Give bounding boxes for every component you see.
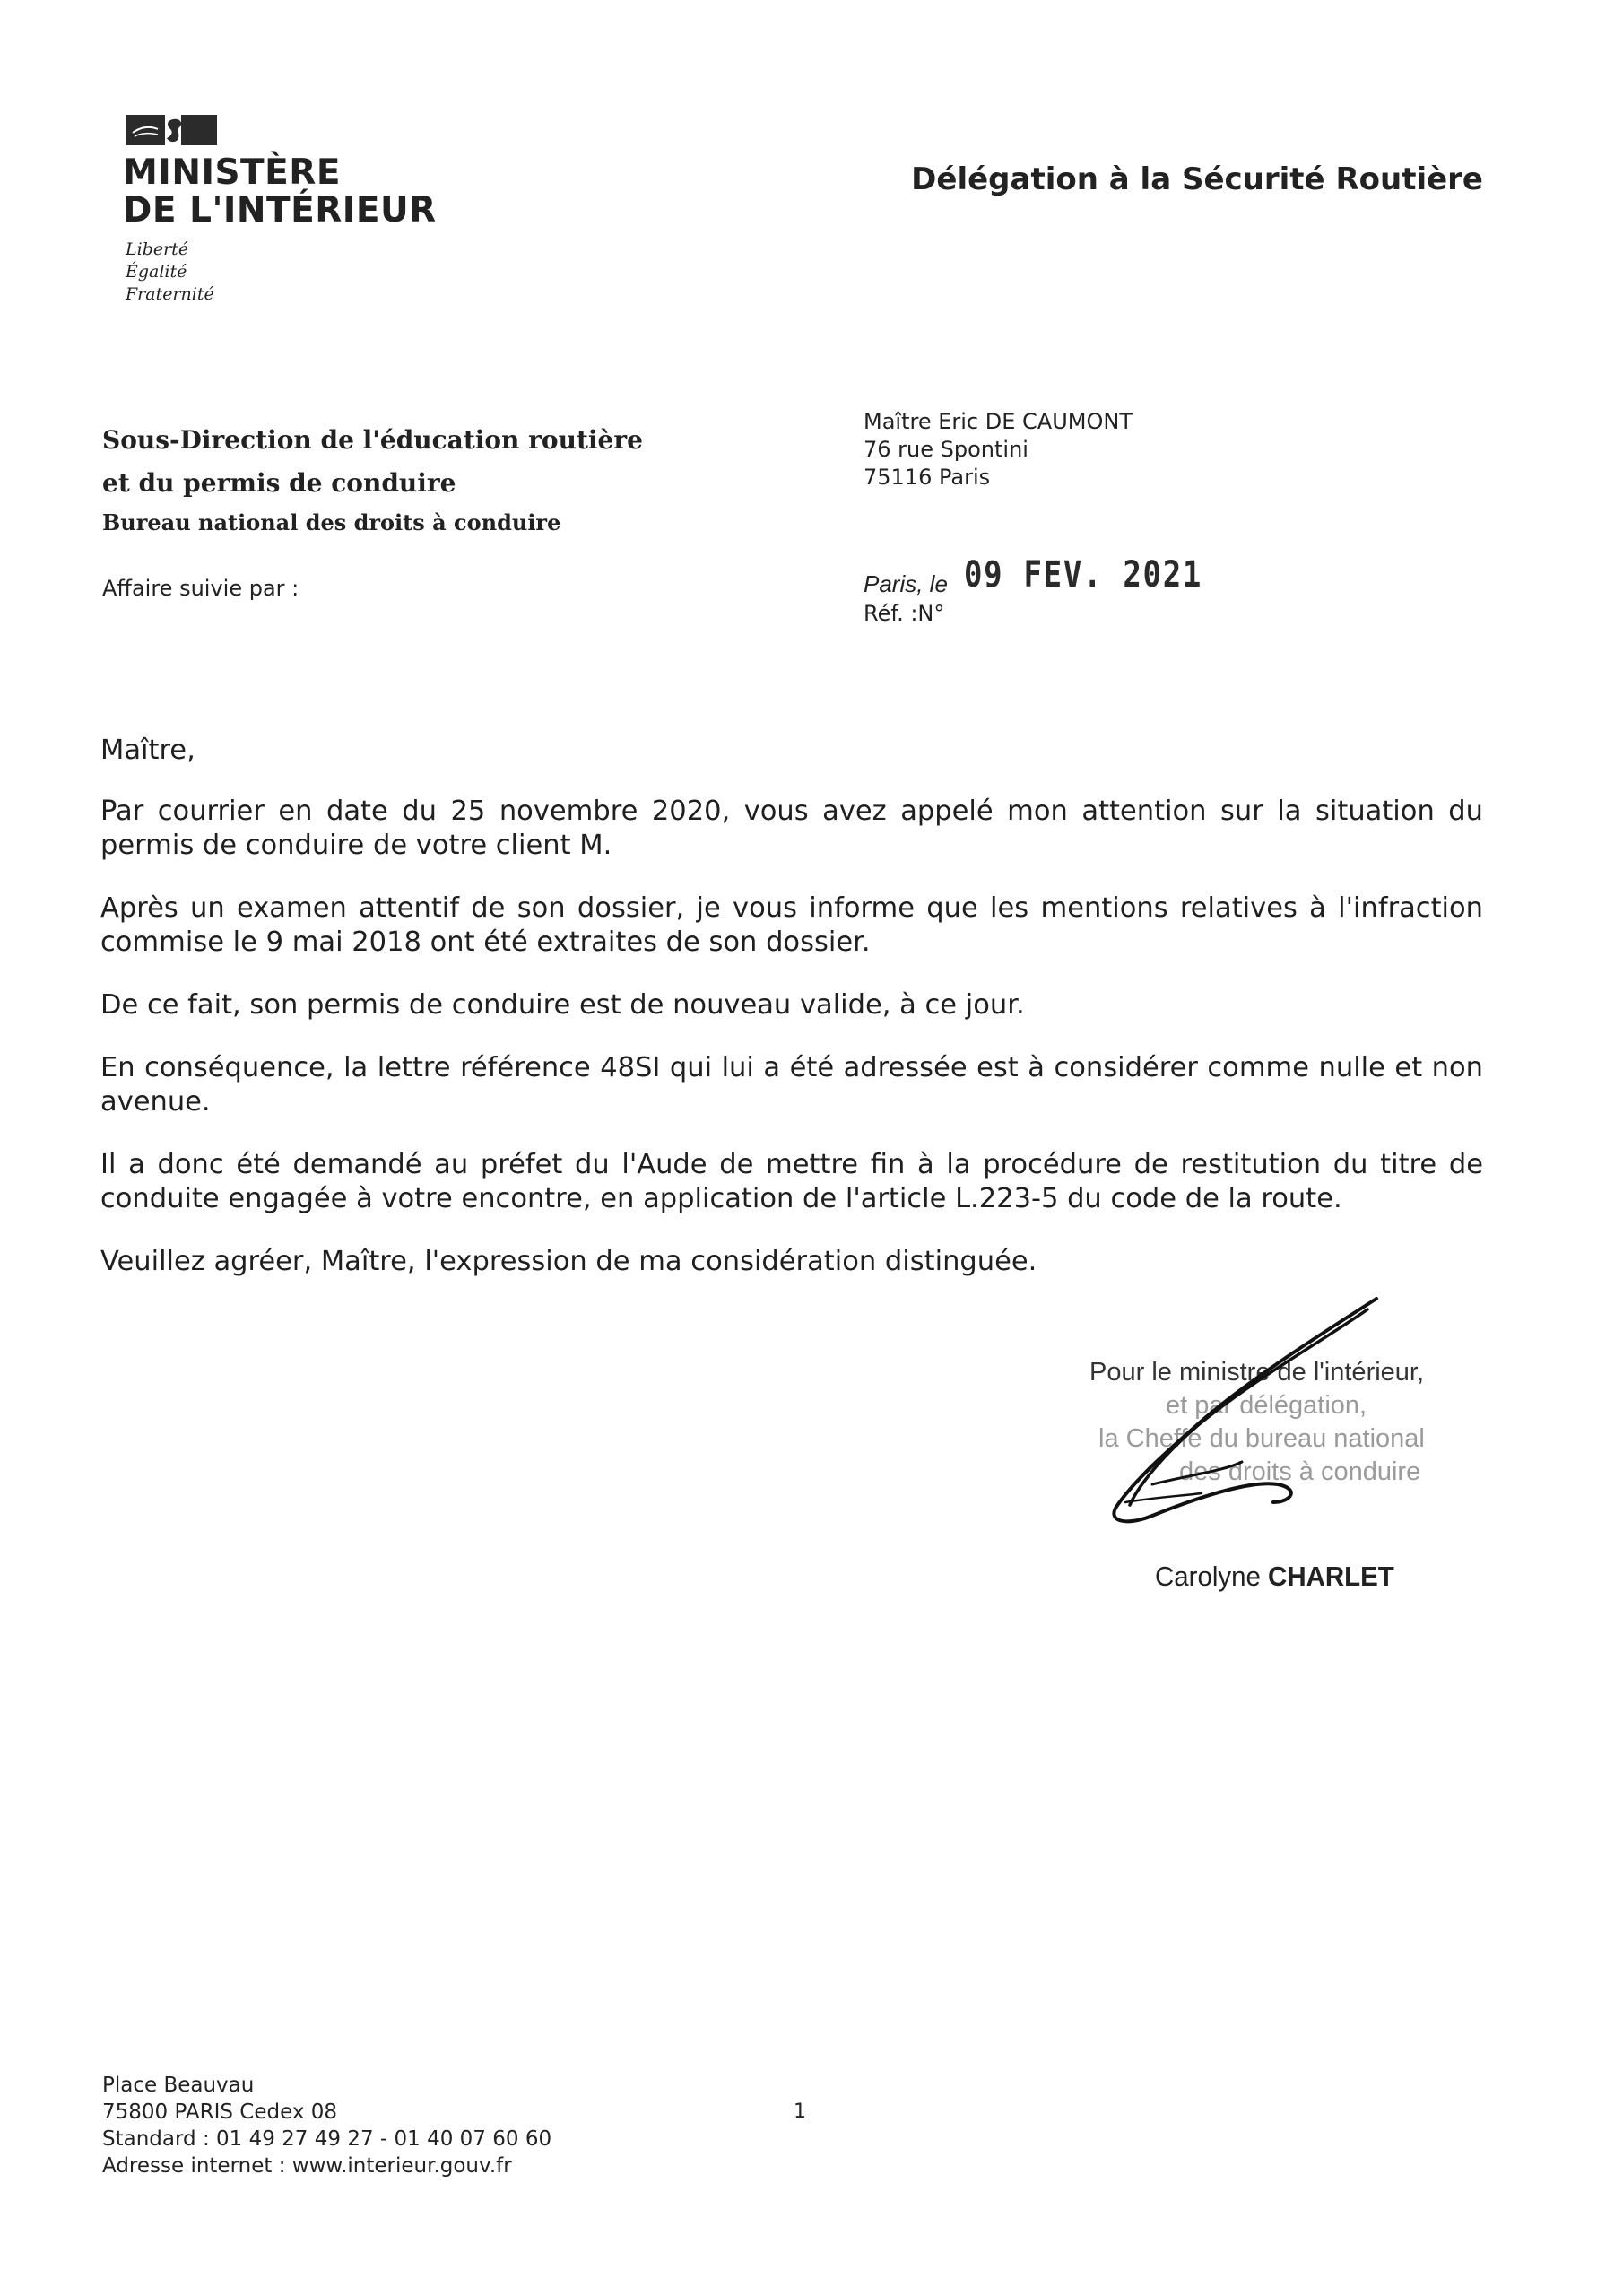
marianne-logo-icon — [126, 115, 217, 145]
motto-egalite: Égalité — [126, 262, 187, 282]
reference-number: Réf. :N° — [864, 601, 945, 626]
motto-liberte: Liberté — [126, 239, 189, 259]
service-block — [102, 419, 643, 541]
salutation: Maître, — [100, 735, 195, 766]
service-subdirection: Sous-Direction de l'éducation routière — [102, 425, 643, 455]
delegation-title: Délégation à la Sécurité Routière — [911, 161, 1483, 197]
body-paragraph: De ce fait, son permis de conduire est de nouveau valide, à ce jour. — [100, 989, 1025, 1021]
date-label: Paris, le — [864, 570, 948, 597]
motto-fraternite: Fraternité — [126, 284, 214, 304]
page-number: 1 — [794, 2100, 806, 2123]
ministry-line-2: DE L'INTÉRIEUR — [123, 190, 437, 230]
body-paragraph: Par courrier en date du 25 novembre 2020, vous avez appelé mon attention sur la situation du permis de conduire de votre client M. — [100, 796, 1483, 861]
body-paragraph: En conséquence, la lettre référence 48SI qui lui a été adressée est à considérer comme nulle et non avenue. — [100, 1052, 1483, 1118]
recipient-street: 76 rue Spontini — [864, 437, 1028, 462]
affaire-suivie: Affaire suivie par : — [102, 576, 299, 601]
recipient-city: 75116 Paris — [864, 465, 991, 490]
ministry-line-1: MINISTÈRE — [123, 152, 341, 193]
date-stamp: 09 FEV. 2021 — [964, 554, 1203, 596]
body-paragraph: Après un examen attentif de son dossier, je vous informe que les mentions relatives à l'infraction commise le 9 mai 2018 ont été extraites de son dossier. — [100, 892, 1483, 958]
footer-phone: Standard : 01 49 27 49 27 - 01 40 07 60 60 — [102, 2127, 552, 2151]
recipient-address — [864, 408, 1133, 491]
footer-line-1: Place Beauvau — [102, 2074, 255, 2097]
signature-line-2: et par délégation, — [1166, 1391, 1367, 1420]
service-bureau: Bureau national des droits à conduire — [102, 509, 561, 535]
signer-last-name: CHARLET — [1268, 1561, 1394, 1592]
handwritten-signature — [1098, 1292, 1394, 1534]
signature-line-4: des droits à conduire — [1179, 1457, 1421, 1486]
footer-website: Adresse internet : www.interieur.gouv.fr — [102, 2154, 512, 2178]
body-paragraph: Il a donc été demandé au préfet du l'Aude de mettre fin à la procédure de restitution du titre de conduite engagée à votre encontre, en application de l'article L.223-5 du code de la route. — [100, 1149, 1483, 1214]
republic-motto — [126, 239, 214, 306]
service-subdirection-cont: et du permis de conduire — [102, 468, 456, 498]
recipient-name: Maître Eric DE CAUMONT — [864, 409, 1133, 434]
signature-line-1: Pour le ministre de l'intérieur, — [1089, 1358, 1425, 1387]
signer-first-name: Carolyne — [1155, 1561, 1261, 1592]
closing-formula: Veuillez agréer, Maître, l'expression de ma considération distinguée. — [100, 1246, 1037, 1277]
footer-address — [102, 2072, 551, 2179]
footer-line-2: 75800 PARIS Cedex 08 — [102, 2100, 338, 2124]
letter-body — [100, 734, 1483, 1308]
ministry-name — [123, 154, 437, 230]
signature-line-3: la Cheffe du bureau national — [1098, 1424, 1425, 1453]
signer-name — [1155, 1561, 1394, 1593]
